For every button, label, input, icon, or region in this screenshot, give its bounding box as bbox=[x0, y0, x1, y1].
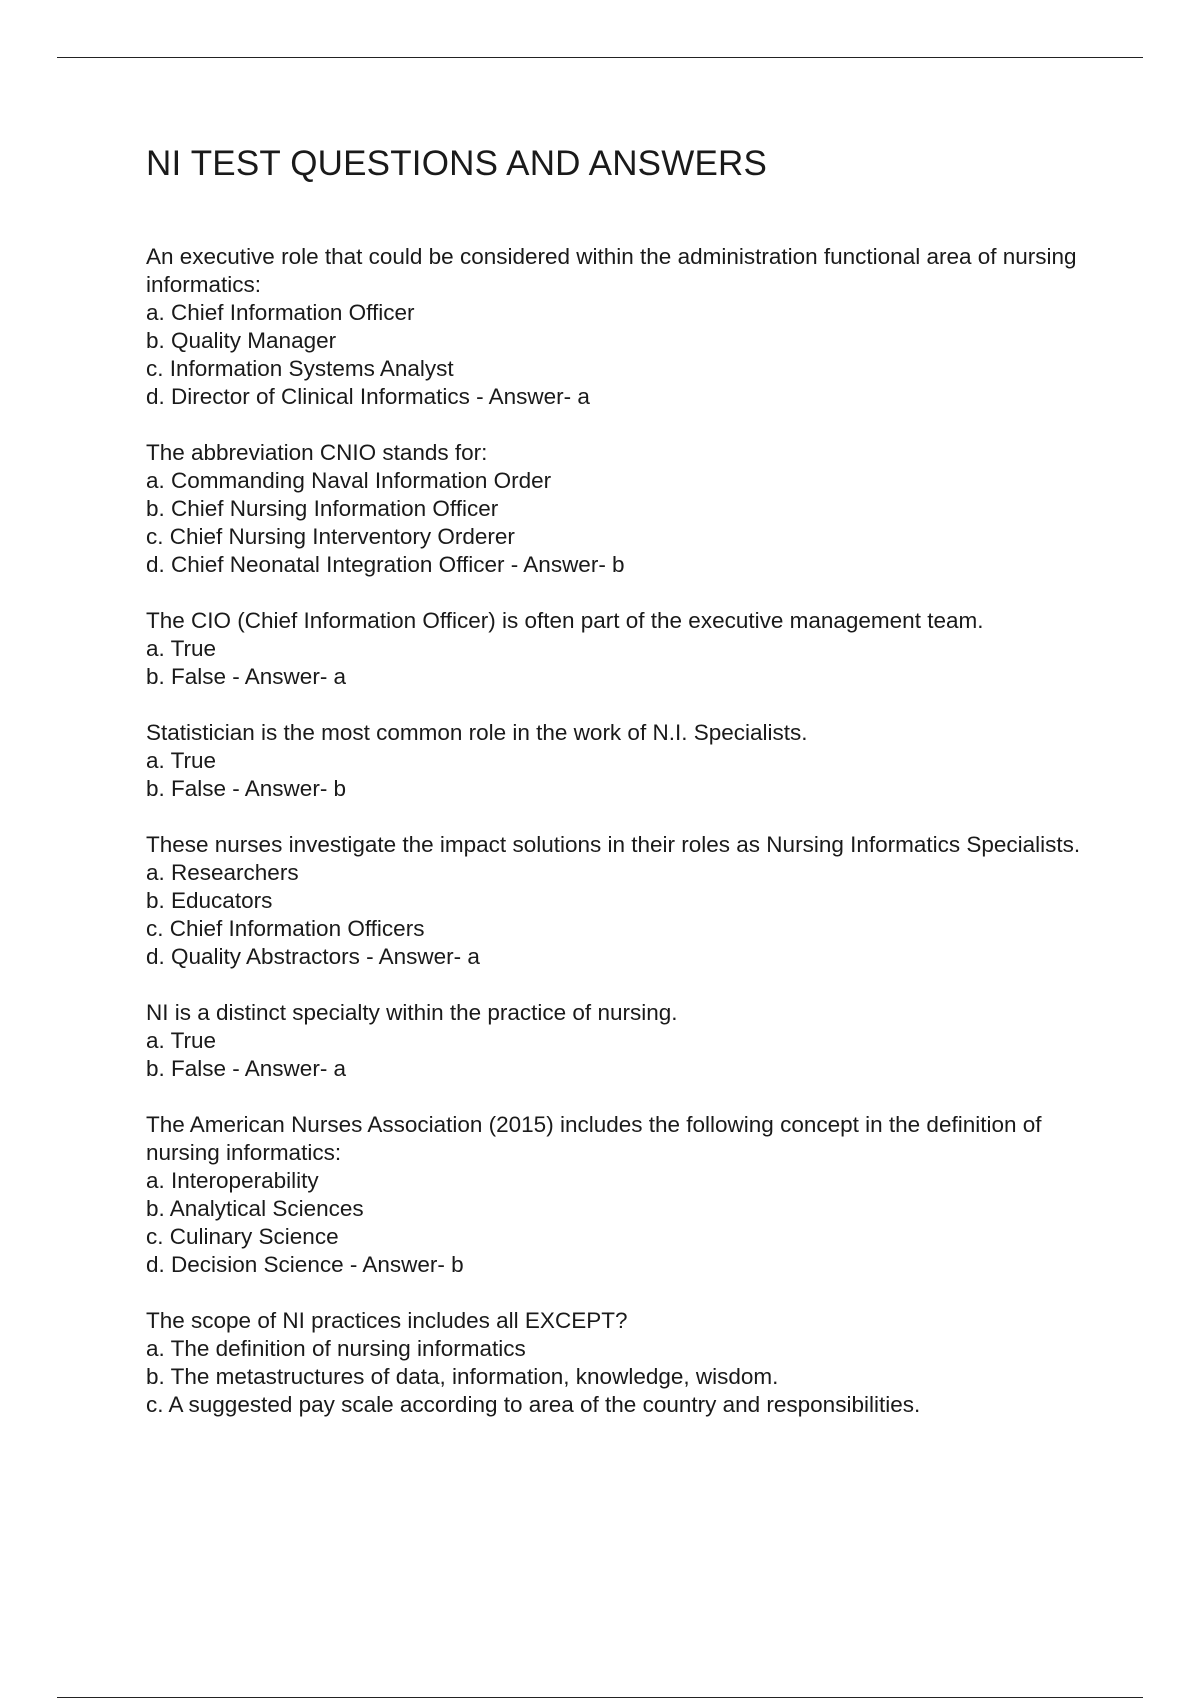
question-block-7 bbox=[146, 1111, 1106, 1279]
answer-option: b. Analytical Sciences bbox=[146, 1196, 364, 1221]
answer-option: a. Researchers bbox=[146, 860, 299, 885]
answer-option: b. Educators bbox=[146, 888, 273, 913]
answer-option: c. Information Systems Analyst bbox=[146, 356, 454, 381]
question-text: An executive role that could be considered within the administration functional area of nursing informatics: bbox=[146, 244, 1077, 297]
answer-option: d. Quality Abstractors - Answer- a bbox=[146, 944, 480, 969]
question-block-5 bbox=[146, 831, 1106, 971]
answer-option: a. Interoperability bbox=[146, 1168, 319, 1193]
question-text: The abbreviation CNIO stands for: bbox=[146, 440, 488, 465]
answer-option: d. Director of Clinical Informatics - Answer- a bbox=[146, 384, 590, 409]
question-block-2 bbox=[146, 439, 1106, 579]
question-block-8 bbox=[146, 1307, 1106, 1419]
answer-option: a. True bbox=[146, 1028, 217, 1053]
question-text: Statistician is the most common role in the work of N.I. Specialists. bbox=[146, 720, 808, 745]
question-text: The American Nurses Association (2015) includes the following concept in the definition of nursing informatics: bbox=[146, 1112, 1042, 1165]
bottom-rule bbox=[57, 1697, 1143, 1698]
answer-option: a. Commanding Naval Information Order bbox=[146, 468, 552, 493]
question-text: The scope of NI practices includes all EXCEPT? bbox=[146, 1308, 628, 1333]
top-rule bbox=[57, 57, 1143, 58]
answer-option: b. False - Answer- a bbox=[146, 664, 347, 689]
answer-option: b. False - Answer- b bbox=[146, 776, 347, 801]
answer-option: d. Decision Science - Answer- b bbox=[146, 1252, 464, 1277]
answer-option: c. Chief Information Officers bbox=[146, 916, 425, 941]
page-title: NI TEST QUESTIONS AND ANSWERS bbox=[146, 144, 768, 183]
answer-option: c. Culinary Science bbox=[146, 1224, 339, 1249]
question-block-4 bbox=[146, 719, 1106, 803]
question-block-3 bbox=[146, 607, 1106, 691]
answer-option: a. True bbox=[146, 636, 217, 661]
answer-option: b. False - Answer- a bbox=[146, 1056, 347, 1081]
answer-option: a. The definition of nursing informatics bbox=[146, 1336, 526, 1361]
answer-option: a. Chief Information Officer bbox=[146, 300, 415, 325]
question-text: NI is a distinct specialty within the practice of nursing. bbox=[146, 1000, 678, 1025]
answer-option: c. A suggested pay scale according to area of the country and responsibilities. bbox=[146, 1392, 921, 1417]
answer-option: c. Chief Nursing Interventory Orderer bbox=[146, 524, 515, 549]
answer-option: b. Quality Manager bbox=[146, 328, 337, 353]
document-body bbox=[146, 243, 1106, 1447]
question-block-6 bbox=[146, 999, 1106, 1083]
answer-option: b. The metastructures of data, information, knowledge, wisdom. bbox=[146, 1364, 779, 1389]
question-text: These nurses investigate the impact solutions in their roles as Nursing Informatics Specialists. bbox=[146, 832, 1081, 857]
answer-option: a. True bbox=[146, 748, 217, 773]
question-text: The CIO (Chief Information Officer) is often part of the executive management team. bbox=[146, 608, 984, 633]
answer-option: b. Chief Nursing Information Officer bbox=[146, 496, 499, 521]
answer-option: d. Chief Neonatal Integration Officer - Answer- b bbox=[146, 552, 625, 577]
question-block-1 bbox=[146, 243, 1106, 411]
